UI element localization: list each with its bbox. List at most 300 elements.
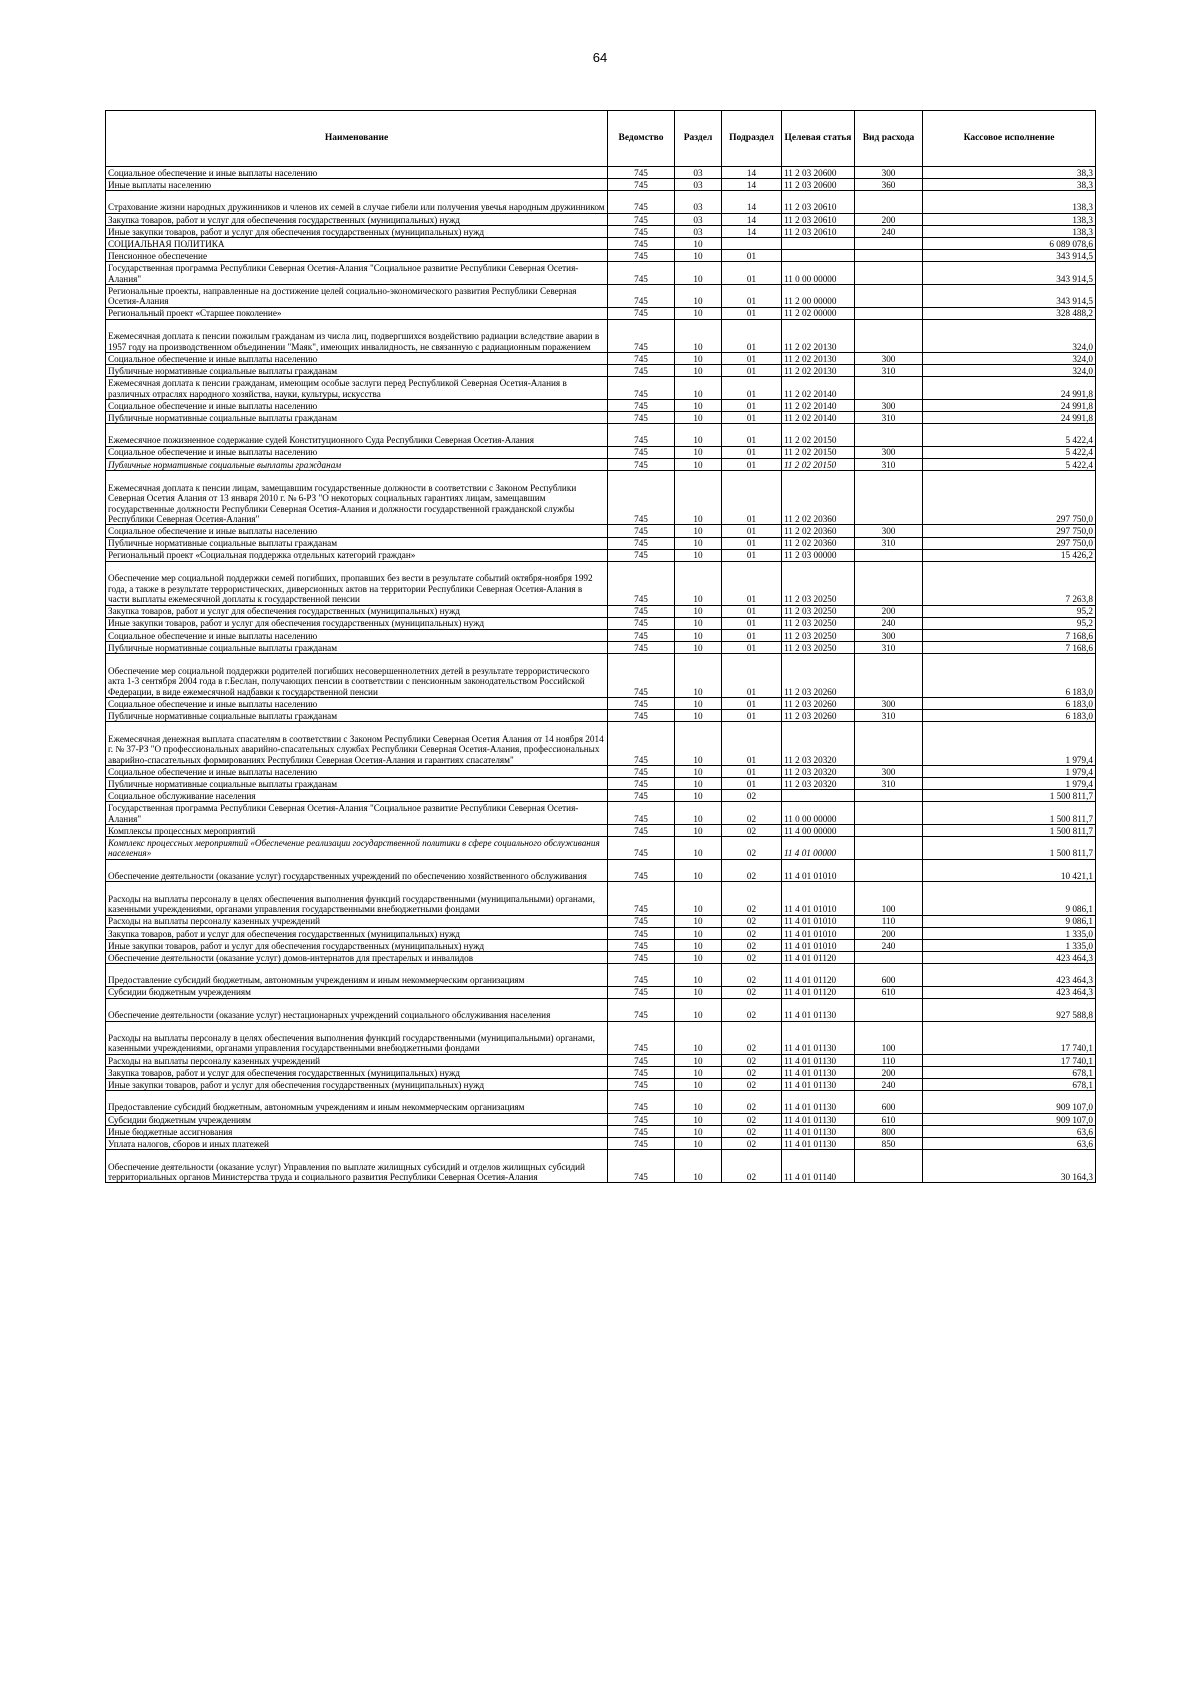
- row-subsection: 01: [722, 709, 782, 721]
- row-expense-type: [855, 238, 923, 250]
- row-dept: 745: [608, 617, 675, 629]
- row-subsection: 14: [722, 213, 782, 225]
- row-target: 11 2 03 20320: [782, 765, 855, 777]
- table-row: [106, 561, 1096, 605]
- row-subsection: 01: [722, 654, 782, 698]
- row-expense-type: [855, 284, 923, 307]
- row-amount: 6 089 078,6: [923, 238, 1096, 250]
- row-subsection: 01: [722, 446, 782, 458]
- row-name: Социальное обеспечение и иные выплаты населению: [106, 167, 608, 179]
- row-amount: 324,0: [923, 365, 1096, 377]
- row-amount: 1 500 811,7: [923, 802, 1096, 825]
- row-dept: 745: [608, 837, 675, 860]
- row-name: Ежемесячное пожизненное содержание судей Конституционного Суда Республики Северная Осетия-Алания: [106, 424, 608, 447]
- row-subsection: 01: [722, 778, 782, 790]
- row-target: 11 4 01 01140: [782, 1150, 855, 1183]
- table-row: [106, 549, 1096, 561]
- row-section: 10: [675, 1066, 722, 1078]
- row-section: 10: [675, 709, 722, 721]
- row-expense-type: 610: [855, 1113, 923, 1125]
- row-subsection: 01: [722, 411, 782, 423]
- row-subsection: 01: [722, 399, 782, 411]
- row-expense-type: 600: [855, 964, 923, 987]
- row-section: 10: [675, 365, 722, 377]
- row-dept: 745: [608, 525, 675, 537]
- row-target: 11 2 03 20250: [782, 641, 855, 653]
- row-expense-type: 850: [855, 1138, 923, 1150]
- row-section: 10: [675, 1125, 722, 1137]
- row-section: 10: [675, 353, 722, 365]
- row-section: 10: [675, 458, 722, 470]
- row-name: Иные закупки товаров, работ и услуг для обеспечения государственных (муниципальных) нужд: [106, 939, 608, 951]
- row-section: 10: [675, 377, 722, 400]
- row-expense-type: [855, 654, 923, 698]
- row-name: Публичные нормативные социальные выплаты гражданам: [106, 709, 608, 721]
- row-name: Страхование жизни народных дружинников и членов их семей в случае гибели или получения увечья народным дружинником: [106, 191, 608, 214]
- row-section: 10: [675, 964, 722, 987]
- row-expense-type: 300: [855, 697, 923, 709]
- row-name: Публичные нормативные социальные выплаты гражданам: [106, 458, 608, 470]
- row-dept: 745: [608, 1054, 675, 1066]
- table-row: [106, 964, 1096, 987]
- table-row: [106, 629, 1096, 641]
- row-target: 11 2 03 20610: [782, 191, 855, 214]
- row-subsection: 01: [722, 722, 782, 766]
- table-row: [106, 882, 1096, 915]
- row-amount: 1 500 811,7: [923, 837, 1096, 860]
- table-row: [106, 377, 1096, 400]
- row-subsection: 02: [722, 837, 782, 860]
- row-expense-type: 800: [855, 1125, 923, 1137]
- row-dept: 745: [608, 191, 675, 214]
- row-dept: 745: [608, 284, 675, 307]
- table-row: [106, 470, 1096, 525]
- row-target: 11 4 01 01130: [782, 1138, 855, 1150]
- row-section: 10: [675, 765, 722, 777]
- row-subsection: 01: [722, 470, 782, 525]
- table-row: [106, 837, 1096, 860]
- table-row: [106, 722, 1096, 766]
- row-expense-type: 360: [855, 179, 923, 191]
- row-expense-type: [855, 1150, 923, 1183]
- row-section: 10: [675, 470, 722, 525]
- row-expense-type: 610: [855, 986, 923, 998]
- row-subsection: 02: [722, 802, 782, 825]
- row-expense-type: [855, 824, 923, 836]
- row-name: Ежемесячная доплата к пенсии гражданам, имеющим особые заслуги перед Республикой Северная Осетия-Алания в различных отраслях народного хозяйства, науки, культуры, искусства: [106, 377, 608, 400]
- table-row: [106, 411, 1096, 423]
- row-amount: 95,2: [923, 617, 1096, 629]
- row-amount: 7 168,6: [923, 629, 1096, 641]
- row-name: Пенсионное обеспечение: [106, 250, 608, 262]
- row-section: 10: [675, 778, 722, 790]
- row-section: 10: [675, 837, 722, 860]
- table-row: [106, 1125, 1096, 1137]
- table-row: [106, 319, 1096, 352]
- table-row: [106, 824, 1096, 836]
- row-name: Публичные нормативные социальные выплаты гражданам: [106, 411, 608, 423]
- row-expense-type: 300: [855, 525, 923, 537]
- row-subsection: 02: [722, 927, 782, 939]
- row-expense-type: 300: [855, 353, 923, 365]
- row-subsection: 01: [722, 697, 782, 709]
- row-amount: 909 107,0: [923, 1113, 1096, 1125]
- row-amount: 17 740,1: [923, 1054, 1096, 1066]
- row-subsection: 01: [722, 377, 782, 400]
- row-dept: 745: [608, 790, 675, 802]
- row-target: 11 2 02 20360: [782, 470, 855, 525]
- row-subsection: 02: [722, 915, 782, 927]
- row-name: Субсидии бюджетным учреждениям: [106, 986, 608, 998]
- page-number: 64: [592, 50, 608, 65]
- row-section: 10: [675, 1091, 722, 1114]
- row-section: 10: [675, 424, 722, 447]
- row-name: Расходы на выплаты персоналу казенных учреждений: [106, 1054, 608, 1066]
- row-expense-type: [855, 951, 923, 963]
- row-section: 10: [675, 939, 722, 951]
- header-section: Раздел: [675, 111, 722, 167]
- table-row: [106, 697, 1096, 709]
- row-name: Социальное обеспечение и иные выплаты населению: [106, 629, 608, 641]
- row-name: Субсидии бюджетным учреждениям: [106, 1113, 608, 1125]
- row-expense-type: 100: [855, 1021, 923, 1054]
- row-name: Социальное обеспечение и иные выплаты населению: [106, 697, 608, 709]
- row-name: Ежемесячная доплата к пенсии лицам, замещавшим государственные должности в соответствии с Законом Республики Северная Осетия Алания от 13 января 2010 г. № 6-РЗ "О некоторых социальных гарантиях лицам, замещавшим государственные должности Республики Северная Осетия-Алания и должности государственной гражданской службы Республики Северная Осетия-Алания": [106, 470, 608, 525]
- row-name: Обеспечение мер социальной поддержки семей погибших, пропавших без вести в результате событий октября-ноября 1992 года, а также в результате террористических, диверсионных актов на территории Республики Северная Осетия-Алания в части выплаты ежемесячной доплаты к государственной пенсии: [106, 561, 608, 605]
- row-dept: 745: [608, 1066, 675, 1078]
- row-dept: 745: [608, 605, 675, 617]
- row-dept: 745: [608, 377, 675, 400]
- table-body: [106, 167, 1096, 1183]
- row-target: 11 4 01 01010: [782, 859, 855, 882]
- row-target: 11 2 00 00000: [782, 284, 855, 307]
- row-section: 10: [675, 411, 722, 423]
- table-row: [106, 399, 1096, 411]
- row-amount: 343 914,5: [923, 250, 1096, 262]
- table-row: [106, 191, 1096, 214]
- row-amount: 297 750,0: [923, 525, 1096, 537]
- table-row: [106, 939, 1096, 951]
- row-subsection: 02: [722, 1054, 782, 1066]
- row-dept: 745: [608, 411, 675, 423]
- row-section: 10: [675, 250, 722, 262]
- row-dept: 745: [608, 778, 675, 790]
- row-section: 10: [675, 605, 722, 617]
- row-target: 11 2 03 20250: [782, 605, 855, 617]
- row-dept: 745: [608, 709, 675, 721]
- row-subsection: 01: [722, 284, 782, 307]
- row-target: 11 0 00 00000: [782, 802, 855, 825]
- row-section: 03: [675, 167, 722, 179]
- row-target: 11 2 03 20610: [782, 213, 855, 225]
- row-target: 11 4 01 01120: [782, 986, 855, 998]
- row-expense-type: 310: [855, 778, 923, 790]
- row-section: 03: [675, 213, 722, 225]
- row-amount: 324,0: [923, 319, 1096, 352]
- row-amount: 678,1: [923, 1079, 1096, 1091]
- row-dept: 745: [608, 458, 675, 470]
- table-row: [106, 179, 1096, 191]
- row-section: 03: [675, 191, 722, 214]
- row-target: 11 4 01 01010: [782, 915, 855, 927]
- row-amount: 324,0: [923, 353, 1096, 365]
- row-amount: 297 750,0: [923, 470, 1096, 525]
- row-subsection: 02: [722, 939, 782, 951]
- row-target: 11 2 03 20320: [782, 778, 855, 790]
- row-target: 11 4 01 01130: [782, 1021, 855, 1054]
- row-amount: 17 740,1: [923, 1021, 1096, 1054]
- header-target: Целевая статья: [782, 111, 855, 167]
- row-expense-type: 200: [855, 605, 923, 617]
- row-amount: 15 426,2: [923, 549, 1096, 561]
- row-expense-type: 240: [855, 1079, 923, 1091]
- row-expense-type: 310: [855, 709, 923, 721]
- row-subsection: 14: [722, 191, 782, 214]
- row-target: 11 2 02 20130: [782, 353, 855, 365]
- row-name: Расходы на выплаты персоналу в целях обеспечения выполнения функций государственными (муниципальными) органами, казенными учреждениями, органами управления государственными внебюджетными фондами: [106, 1021, 608, 1054]
- row-section: 10: [675, 824, 722, 836]
- table-row: [106, 859, 1096, 882]
- row-expense-type: [855, 262, 923, 285]
- row-section: 10: [675, 1150, 722, 1183]
- row-expense-type: 240: [855, 225, 923, 237]
- row-target: 11 2 02 20140: [782, 399, 855, 411]
- table-row: [106, 1054, 1096, 1066]
- row-amount: 7 263,8: [923, 561, 1096, 605]
- row-section: 10: [675, 882, 722, 915]
- row-name: Уплата налогов, сборов и иных платежей: [106, 1138, 608, 1150]
- row-subsection: 02: [722, 964, 782, 987]
- row-subsection: 02: [722, 951, 782, 963]
- row-name: Социальное обеспечение и иные выплаты населению: [106, 399, 608, 411]
- table-row: [106, 790, 1096, 802]
- row-subsection: 14: [722, 179, 782, 191]
- row-section: 10: [675, 802, 722, 825]
- row-amount: 63,6: [923, 1125, 1096, 1137]
- row-expense-type: 200: [855, 1066, 923, 1078]
- row-dept: 745: [608, 319, 675, 352]
- table-row: [106, 986, 1096, 998]
- row-dept: 745: [608, 1125, 675, 1137]
- row-name: Комплексы процессных мероприятий: [106, 824, 608, 836]
- row-name: Региональные проекты, направленные на достижение целей социально-экономического развития Республики Северная Осетия-Алания: [106, 284, 608, 307]
- row-dept: 745: [608, 1091, 675, 1114]
- header-cash: Кассовое исполнение: [923, 111, 1096, 167]
- row-expense-type: 110: [855, 1054, 923, 1066]
- row-section: 10: [675, 859, 722, 882]
- row-expense-type: [855, 377, 923, 400]
- row-amount: 909 107,0: [923, 1091, 1096, 1114]
- row-expense-type: [855, 319, 923, 352]
- row-section: 03: [675, 179, 722, 191]
- table-row: [106, 250, 1096, 262]
- row-section: 10: [675, 722, 722, 766]
- row-name: Предоставление субсидий бюджетным, автономным учреждениям и иным некоммерческим организациям: [106, 964, 608, 987]
- row-target: 11 2 02 20130: [782, 319, 855, 352]
- row-section: 10: [675, 525, 722, 537]
- row-subsection: 01: [722, 537, 782, 549]
- row-dept: 745: [608, 446, 675, 458]
- row-dept: 745: [608, 365, 675, 377]
- row-amount: 9 086,1: [923, 882, 1096, 915]
- row-expense-type: [855, 998, 923, 1021]
- row-section: 10: [675, 561, 722, 605]
- row-target: 11 4 00 00000: [782, 824, 855, 836]
- row-subsection: 02: [722, 998, 782, 1021]
- row-dept: 745: [608, 262, 675, 285]
- row-expense-type: 300: [855, 629, 923, 641]
- row-subsection: 02: [722, 882, 782, 915]
- row-section: 10: [675, 319, 722, 352]
- row-amount: 423 464,3: [923, 964, 1096, 987]
- row-section: 10: [675, 617, 722, 629]
- row-subsection: 01: [722, 262, 782, 285]
- row-subsection: 01: [722, 605, 782, 617]
- row-target: 11 4 01 01130: [782, 998, 855, 1021]
- table-row: [106, 605, 1096, 617]
- row-dept: 745: [608, 353, 675, 365]
- row-amount: 297 750,0: [923, 537, 1096, 549]
- row-target: 11 4 01 01130: [782, 1091, 855, 1114]
- row-subsection: [722, 238, 782, 250]
- row-name: Иные закупки товаров, работ и услуг для обеспечения государственных (муниципальных) нужд: [106, 617, 608, 629]
- row-name: Закупка товаров, работ и услуг для обеспечения государственных (муниципальных) нужд: [106, 1066, 608, 1078]
- row-expense-type: [855, 470, 923, 525]
- row-name: Обеспечение деятельности (оказание услуг) домов-интернатов для престарелых и инвалидов: [106, 951, 608, 963]
- table-row: [106, 458, 1096, 470]
- row-section: 10: [675, 537, 722, 549]
- row-expense-type: 100: [855, 882, 923, 915]
- row-amount: 6 183,0: [923, 709, 1096, 721]
- row-name: Публичные нормативные социальные выплаты гражданам: [106, 365, 608, 377]
- row-amount: 38,3: [923, 179, 1096, 191]
- row-target: 11 2 02 20150: [782, 424, 855, 447]
- table-row: [106, 1021, 1096, 1054]
- row-target: 11 4 01 01120: [782, 964, 855, 987]
- row-target: 11 2 03 20260: [782, 654, 855, 698]
- row-subsection: 02: [722, 1091, 782, 1114]
- table-row: [106, 167, 1096, 179]
- row-subsection: 01: [722, 561, 782, 605]
- row-subsection: 14: [722, 225, 782, 237]
- table-row: [106, 238, 1096, 250]
- row-subsection: 01: [722, 641, 782, 653]
- row-target: [782, 238, 855, 250]
- row-amount: 24 991,8: [923, 377, 1096, 400]
- row-dept: 745: [608, 802, 675, 825]
- row-name: Социальное обслуживание населения: [106, 790, 608, 802]
- row-dept: 745: [608, 629, 675, 641]
- row-section: 10: [675, 697, 722, 709]
- header-expense-type: Вид расхода: [855, 111, 923, 167]
- row-amount: 1 979,4: [923, 765, 1096, 777]
- row-subsection: 01: [722, 458, 782, 470]
- table-row: [106, 998, 1096, 1021]
- row-section: 10: [675, 654, 722, 698]
- row-dept: 745: [608, 537, 675, 549]
- row-dept: 745: [608, 213, 675, 225]
- row-dept: 745: [608, 927, 675, 939]
- row-amount: 423 464,3: [923, 986, 1096, 998]
- row-name: СОЦИАЛЬНАЯ ПОЛИТИКА: [106, 238, 608, 250]
- row-section: 10: [675, 1079, 722, 1091]
- row-subsection: 02: [722, 1150, 782, 1183]
- row-subsection: 02: [722, 1125, 782, 1137]
- row-target: 11 2 02 20360: [782, 537, 855, 549]
- row-section: 10: [675, 1054, 722, 1066]
- row-name: Региональный проект «Старшее поколение»: [106, 307, 608, 319]
- row-target: 11 4 01 01130: [782, 1054, 855, 1066]
- budget-table: [105, 110, 1096, 1183]
- row-dept: 745: [608, 915, 675, 927]
- row-amount: 24 991,8: [923, 411, 1096, 423]
- table-row: [106, 709, 1096, 721]
- row-dept: 745: [608, 250, 675, 262]
- row-subsection: 02: [722, 1138, 782, 1150]
- table-row: [106, 1150, 1096, 1183]
- row-section: 10: [675, 399, 722, 411]
- table-row: [106, 1079, 1096, 1091]
- row-target: 11 4 01 01010: [782, 939, 855, 951]
- row-name: Иные бюджетные ассигнования: [106, 1125, 608, 1137]
- row-target: 11 4 01 00000: [782, 837, 855, 860]
- row-name: Государственная программа Республики Северная Осетия-Алания "Социальное развитие Республики Северная Осетия-Алания": [106, 262, 608, 285]
- row-dept: 745: [608, 1150, 675, 1183]
- table-row: [106, 802, 1096, 825]
- row-amount: 678,1: [923, 1066, 1096, 1078]
- row-subsection: 02: [722, 1021, 782, 1054]
- row-amount: 6 183,0: [923, 697, 1096, 709]
- row-name: Закупка товаров, работ и услуг для обеспечения государственных (муниципальных) нужд: [106, 927, 608, 939]
- row-amount: 328 488,2: [923, 307, 1096, 319]
- row-amount: 30 164,3: [923, 1150, 1096, 1183]
- row-name: Обеспечение мер социальной поддержки родителей погибших несовершеннолетних детей в результате террористического акта 1-3 сентября 2004 года в г.Беслан, получающих пенсии в соответствии с пенсионным законодательством Российской Федерации, в виде ежемесячной надбавки к государственной пенсии: [106, 654, 608, 698]
- row-expense-type: 310: [855, 641, 923, 653]
- row-subsection: 01: [722, 353, 782, 365]
- row-name: Обеспечение деятельности (оказание услуг) государственных учреждений по обеспечению хозяйственного обслуживания: [106, 859, 608, 882]
- row-name: Публичные нормативные социальные выплаты гражданам: [106, 778, 608, 790]
- row-subsection: 01: [722, 629, 782, 641]
- row-dept: 745: [608, 179, 675, 191]
- row-dept: 745: [608, 641, 675, 653]
- row-dept: 745: [608, 225, 675, 237]
- row-target: 11 2 02 20360: [782, 525, 855, 537]
- row-expense-type: [855, 424, 923, 447]
- row-name: Расходы на выплаты персоналу в целях обеспечения выполнения функций государственными (муниципальными) органами, казенными учреждениями, органами управления государственными внебюджетными фондами: [106, 882, 608, 915]
- row-expense-type: 310: [855, 365, 923, 377]
- row-target: 11 4 01 01130: [782, 1066, 855, 1078]
- row-expense-type: 310: [855, 411, 923, 423]
- table-row: [106, 617, 1096, 629]
- row-subsection: 02: [722, 1066, 782, 1078]
- row-subsection: 01: [722, 617, 782, 629]
- row-dept: 745: [608, 951, 675, 963]
- row-subsection: 01: [722, 319, 782, 352]
- table-row: [106, 525, 1096, 537]
- row-dept: 745: [608, 859, 675, 882]
- row-amount: 138,3: [923, 225, 1096, 237]
- row-section: 10: [675, 790, 722, 802]
- row-section: 10: [675, 549, 722, 561]
- row-section: 10: [675, 915, 722, 927]
- table-row: [106, 284, 1096, 307]
- row-section: 10: [675, 927, 722, 939]
- row-target: 11 2 03 20610: [782, 225, 855, 237]
- header-subsection: Подраздел: [722, 111, 782, 167]
- table-row: [106, 307, 1096, 319]
- row-subsection: 14: [722, 167, 782, 179]
- row-dept: 745: [608, 765, 675, 777]
